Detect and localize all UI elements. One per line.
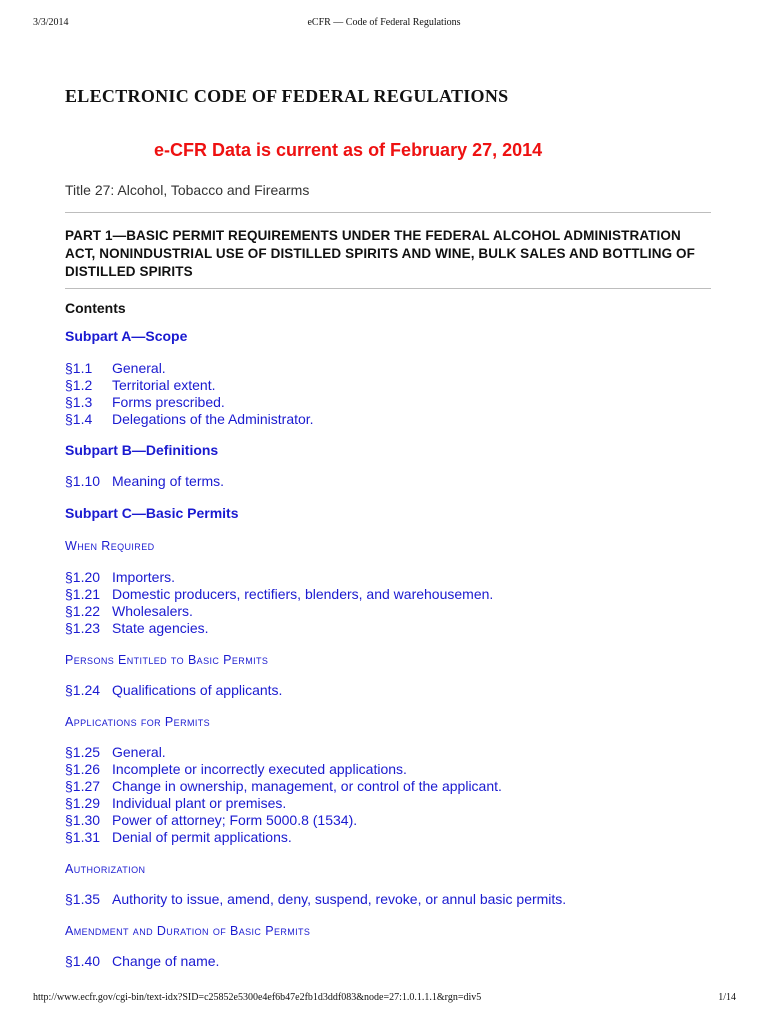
print-page-number: 1/14 xyxy=(718,992,736,1003)
site-title: ELECTRONIC CODE OF FEDERAL REGULATIONS xyxy=(65,86,509,106)
section-link-1-1[interactable]: §1.1 General. xyxy=(65,360,166,376)
section-link-1-31[interactable]: §1.31 Denial of permit applications. xyxy=(65,829,292,845)
title-line: Title 27: Alcohol, Tobacco and Firearms xyxy=(65,182,310,198)
print-date: 3/3/2014 xyxy=(33,17,69,28)
section-link-1-21[interactable]: §1.21 Domestic producers, rectifiers, blenders, and warehousemen. xyxy=(65,586,494,602)
section-link-1-3[interactable]: §1.3 Forms prescribed. xyxy=(65,394,225,410)
subpart-c-link[interactable]: Subpart C—Basic Permits xyxy=(65,505,239,521)
part-heading: PART 1—BASIC PERMIT REQUIREMENTS UNDER THE FEDERAL ALCOHOL ADMINISTRATION ACT, NONINDUSTRIAL USE OF DISTILLED SPIRITS AND WINE, BULK SALES AND BOTTLING OF DISTILLED SPIRITS xyxy=(65,228,696,279)
applications-sections xyxy=(65,744,711,846)
section-link-1-22[interactable]: §1.22 Wholesalers. xyxy=(65,603,193,619)
currency-notice: e-CFR Data is current as of February 27, 2014 xyxy=(154,140,543,160)
contents-label: Contents xyxy=(65,300,126,316)
subpart-b-sections xyxy=(65,473,711,490)
section-link-1-10[interactable]: §1.10 Meaning of terms. xyxy=(65,473,225,489)
print-header xyxy=(0,17,768,31)
group-heading-when-required[interactable]: When Required xyxy=(65,539,155,553)
section-link-1-26[interactable]: §1.26 Incomplete or incorrectly executed applications. xyxy=(65,761,407,777)
section-link-1-25[interactable]: §1.25 General. xyxy=(65,744,166,760)
section-link-1-23[interactable]: §1.23 State agencies. xyxy=(65,620,209,636)
print-url: http://www.ecfr.gov/cgi-bin/text-idx?SID=c25852e5300e4ef6b47e2fb1d3ddf083&node=27:1.0.1.1.1&rgn=div5 xyxy=(33,992,482,1003)
section-link-1-4[interactable]: §1.4 Delegations of the Administrator. xyxy=(65,411,314,427)
section-link-1-30[interactable]: §1.30 Power of attorney; Form 5000.8 (1534). xyxy=(65,812,358,828)
section-link-1-2[interactable]: §1.2 Territorial extent. xyxy=(65,377,216,393)
authorization-sections xyxy=(65,891,711,908)
subpart-b-link[interactable]: Subpart B—Definitions xyxy=(65,442,219,458)
section-link-1-20[interactable]: §1.20 Importers. xyxy=(65,569,176,585)
section-link-1-27[interactable]: §1.27 Change in ownership, management, or control of the applicant. xyxy=(65,778,502,794)
document-body xyxy=(65,84,711,970)
persons-entitled-sections xyxy=(65,682,711,699)
group-heading-authorization[interactable]: Authorization xyxy=(65,862,146,876)
section-link-1-40[interactable]: §1.40 Change of name. xyxy=(65,953,220,969)
group-heading-amendment-duration[interactable]: Amendment and Duration of Basic Permits xyxy=(65,924,311,938)
section-link-1-24[interactable]: §1.24 Qualifications of applicants. xyxy=(65,682,283,698)
section-link-1-29[interactable]: §1.29 Individual plant or premises. xyxy=(65,795,287,811)
print-page-title: eCFR — Code of Federal Regulations xyxy=(307,17,461,28)
print-footer xyxy=(0,992,768,1006)
divider xyxy=(65,288,711,289)
group-heading-persons-entitled[interactable]: Persons Entitled to Basic Permits xyxy=(65,653,269,667)
divider xyxy=(65,212,711,213)
subpart-a-link[interactable]: Subpart A—Scope xyxy=(65,328,188,344)
when-required-sections xyxy=(65,569,711,637)
group-heading-applications[interactable]: Applications for Permits xyxy=(65,715,211,729)
subpart-a-sections xyxy=(65,360,711,428)
section-link-1-35[interactable]: §1.35 Authority to issue, amend, deny, suspend, revoke, or annul basic permits. xyxy=(65,891,567,907)
amendment-duration-sections xyxy=(65,953,711,970)
